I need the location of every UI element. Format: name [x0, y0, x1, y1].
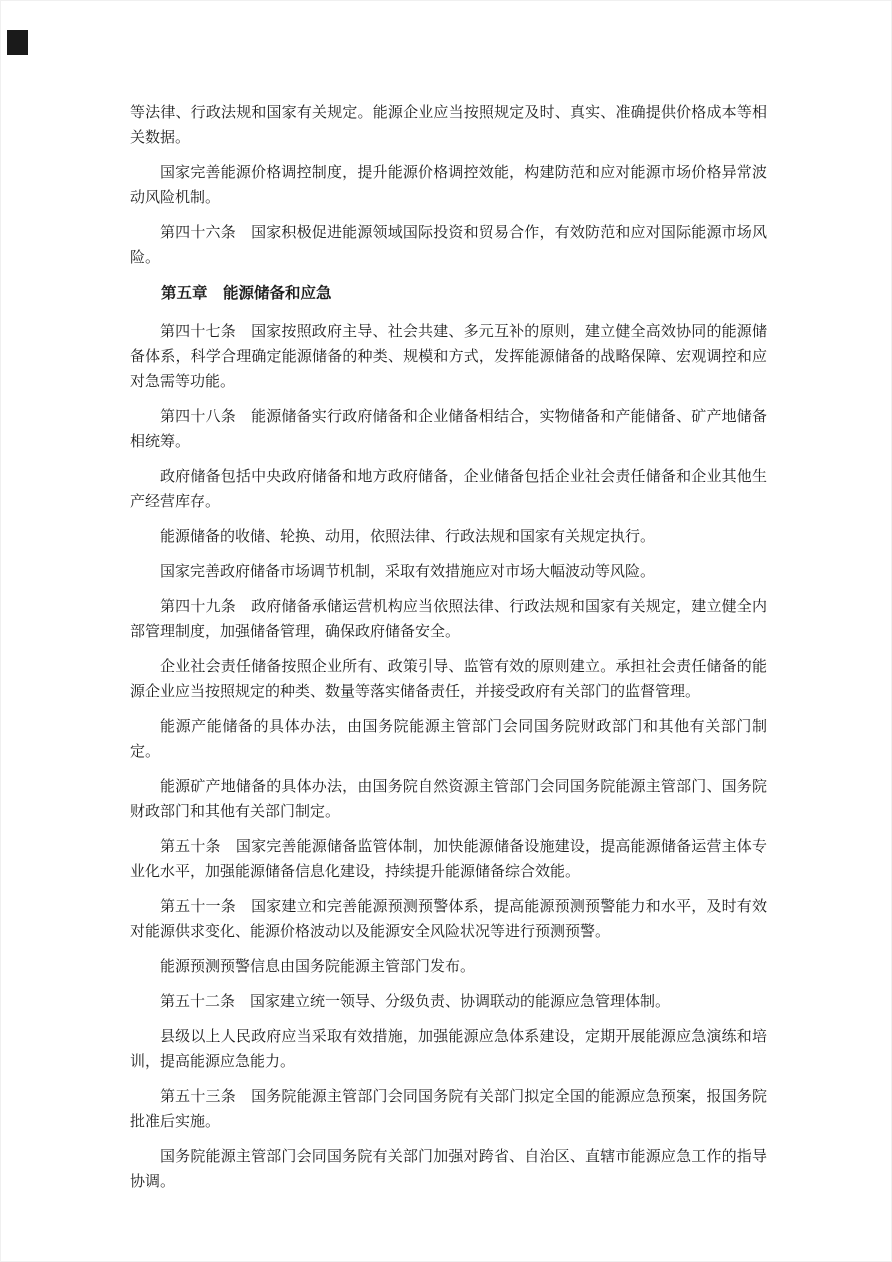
paragraph-article-51: 第五十一条 国家建立和完善能源预测预警体系，提高能源预测预警能力和水平，及时有效对能源供求变化、能源价格波动以及能源安全风险状况等进行预测预警。 — [130, 899, 767, 940]
paragraph-article-52: 第五十二条 国家建立统一领导、分级负责、协调联动的能源应急管理体制。 — [160, 994, 671, 1010]
paragraph-article-50: 第五十条 国家完善能源储备监管体制，加快能源储备设施建设，提高能源储备运营主体专业化水平，加强能源储备信息化建设，持续提升能源储备综合效能。 — [130, 839, 767, 880]
paragraph: 国家完善政府储备市场调节机制，采取有效措施应对市场大幅波动等风险。 — [160, 564, 656, 580]
paragraph-article-49: 第四十九条 政府储备承储运营机构应当依照法律、行政法规和国家有关规定，建立健全内部管理制度，加强储备管理，确保政府储备安全。 — [130, 599, 767, 640]
paragraph: 能源矿产地储备的具体办法，由国务院自然资源主管部门会同国务院能源主管部门、国务院财政部门和其他有关部门制定。 — [130, 779, 767, 820]
paragraph-article-48: 第四十八条 能源储备实行政府储备和企业储备相结合，实物储备和产能储备、矿产地储备相统筹。 — [130, 409, 767, 450]
paragraph: 能源预测预警信息由国务院能源主管部门发布。 — [160, 959, 476, 975]
paragraph: 等法律、行政法规和国家有关规定。能源企业应当按照规定及时、真实、准确提供价格成本等相关数据。 — [130, 105, 767, 146]
paragraph: 能源储备的收储、轮换、动用，依照法律、行政法规和国家有关规定执行。 — [160, 529, 656, 545]
paragraph-article-53: 第五十三条 国务院能源主管部门会同国务院有关部门拟定全国的能源应急预案，报国务院批准后实施。 — [130, 1089, 767, 1130]
document-content — [130, 101, 767, 1205]
paragraph: 企业社会责任储备按照企业所有、政策引导、监管有效的原则建立。承担社会责任储备的能源企业应当按照规定的种类、数量等落实储备责任，并接受政府有关部门的监督管理。 — [130, 659, 767, 700]
paragraph-article-46: 第四十六条 国家积极促进能源领域国际投资和贸易合作，有效防范和应对国际能源市场风险。 — [130, 225, 767, 266]
chapter-heading: 第五章 能源储备和应急 — [161, 285, 332, 302]
paragraph: 国务院能源主管部门会同国务院有关部门加强对跨省、自治区、直辖市能源应急工作的指导协调。 — [130, 1149, 767, 1190]
paragraph: 能源产能储备的具体办法，由国务院能源主管部门会同国务院财政部门和其他有关部门制定。 — [130, 719, 767, 760]
paragraph: 县级以上人民政府应当采取有效措施，加强能源应急体系建设，定期开展能源应急演练和培训，提高能源应急能力。 — [130, 1029, 767, 1070]
paragraph: 政府储备包括中央政府储备和地方政府储备，企业储备包括企业社会责任储备和企业其他生产经营库存。 — [130, 469, 767, 510]
page-corner-mark — [7, 30, 28, 55]
paragraph: 国家完善能源价格调控制度，提升能源价格调控效能，构建防范和应对能源市场价格异常波动风险机制。 — [130, 165, 767, 206]
paragraph-article-47: 第四十七条 国家按照政府主导、社会共建、多元互补的原则，建立健全高效协同的能源储备体系，科学合理确定能源储备的种类、规模和方式，发挥能源储备的战略保障、宏观调控和应对急需等功能。 — [130, 324, 767, 390]
